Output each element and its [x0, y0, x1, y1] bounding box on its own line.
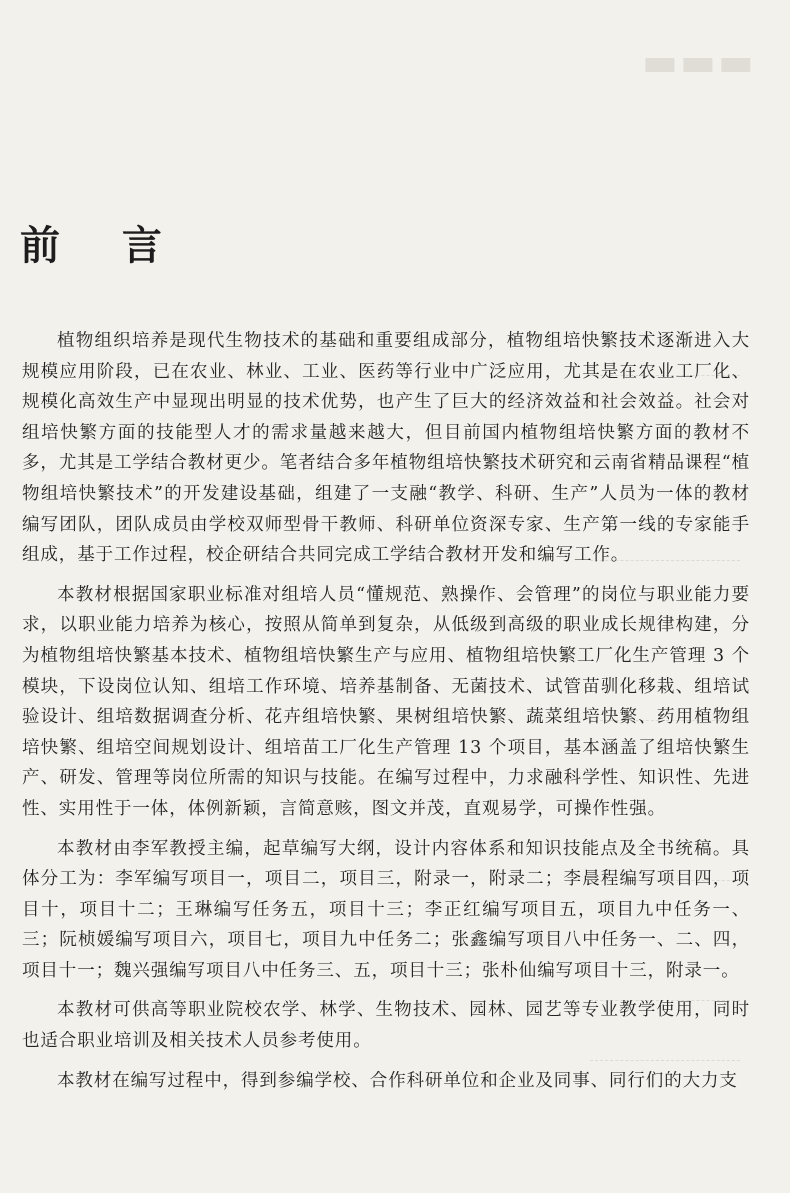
show-through-page-number: ▬▬▬: [640, 40, 754, 84]
preface-body: [22, 326, 750, 1105]
paragraph: 本教材根据国家职业标准对组培人员“懂规范、熟操作、会管理”的岗位与职业能力要求，以职业能力培养为核心，按照从简单到复杂，从低级到高级的职业成长规律构建，分为植物组培快繁基本技术、植物组培快繁生产与应用、植物组培快繁工厂化生产管理 3 个模块，下设岗位认知、组培工作环境、培养基制备、无菌技术、试管苗驯化移栽、组培试验设计、组培数据调查分析、花卉组培快繁、果树组培快繁、蔬菜组培快繁、药用植物组培快繁、组培空间规划设计、组培苗工厂化生产管理 13 个项目，基本涵盖了组培快繁生产、研发、管理等岗位所需的知识与技能。在编写过程中，力求融科学性、知识性、先进性、实用性于一体，体例新颖，言简意赅，图文并茂，直观易学，可操作性强。: [22, 584, 750, 819]
paragraph: 本教材可供高等职业院校农学、林学、生物技术、园林、园艺等专业教学使用，同时也适合职业培训及相关技术人员参考使用。: [22, 1000, 750, 1052]
paragraph: 本教材由李军教授主编，起草编写大纲，设计内容体系和知识技能点及全书统稿。具体分工为：李军编写项目一，项目二，项目三，附录一，附录二；李晨程编写项目四，项目十，项目十二；王琳编写任务五，项目十三；李正红编写项目五，项目九中任务一、三；阮桢媛编写项目六，项目七，项目九中任务二；张鑫编写项目八中任务一、二、四，项目十一；魏兴强编写项目八中任务三、五，项目十三；张朴仙编写项目十三，附录一。: [22, 838, 750, 981]
paragraph: 本教材在编写过程中，得到参编学校、合作科研单位和企业及同事、同行们的大力支: [57, 1070, 738, 1091]
paragraph: 植物组织培养是现代生物技术的基础和重要组成部分，植物组培快繁技术逐渐进入大规模应用阶段，已在农业、林业、工业、医药等行业中广泛应用，尤其是在农业工厂化、规模化高效生产中显现出明显的技术优势，也产生了巨大的经济效益和社会效益。社会对组培快繁方面的技能型人才的需求量越来越大，但目前国内植物组培快繁方面的教材不多，尤其是工学结合教材更少。笔者结合多年植物组培快繁技术研究和云南省精品课程“植物组培快繁技术”的开发建设基础，组建了一支融“教学、科研、生产”人员为一体的教材编写团队，团队成员由学校双师型骨干教师、科研单位资深专家、生产第一线的专家能手组成，基于工作过程，校企研结合共同完成工学结合教材开发和编写工作。: [22, 331, 750, 566]
page-title: 前 言: [20, 222, 186, 269]
